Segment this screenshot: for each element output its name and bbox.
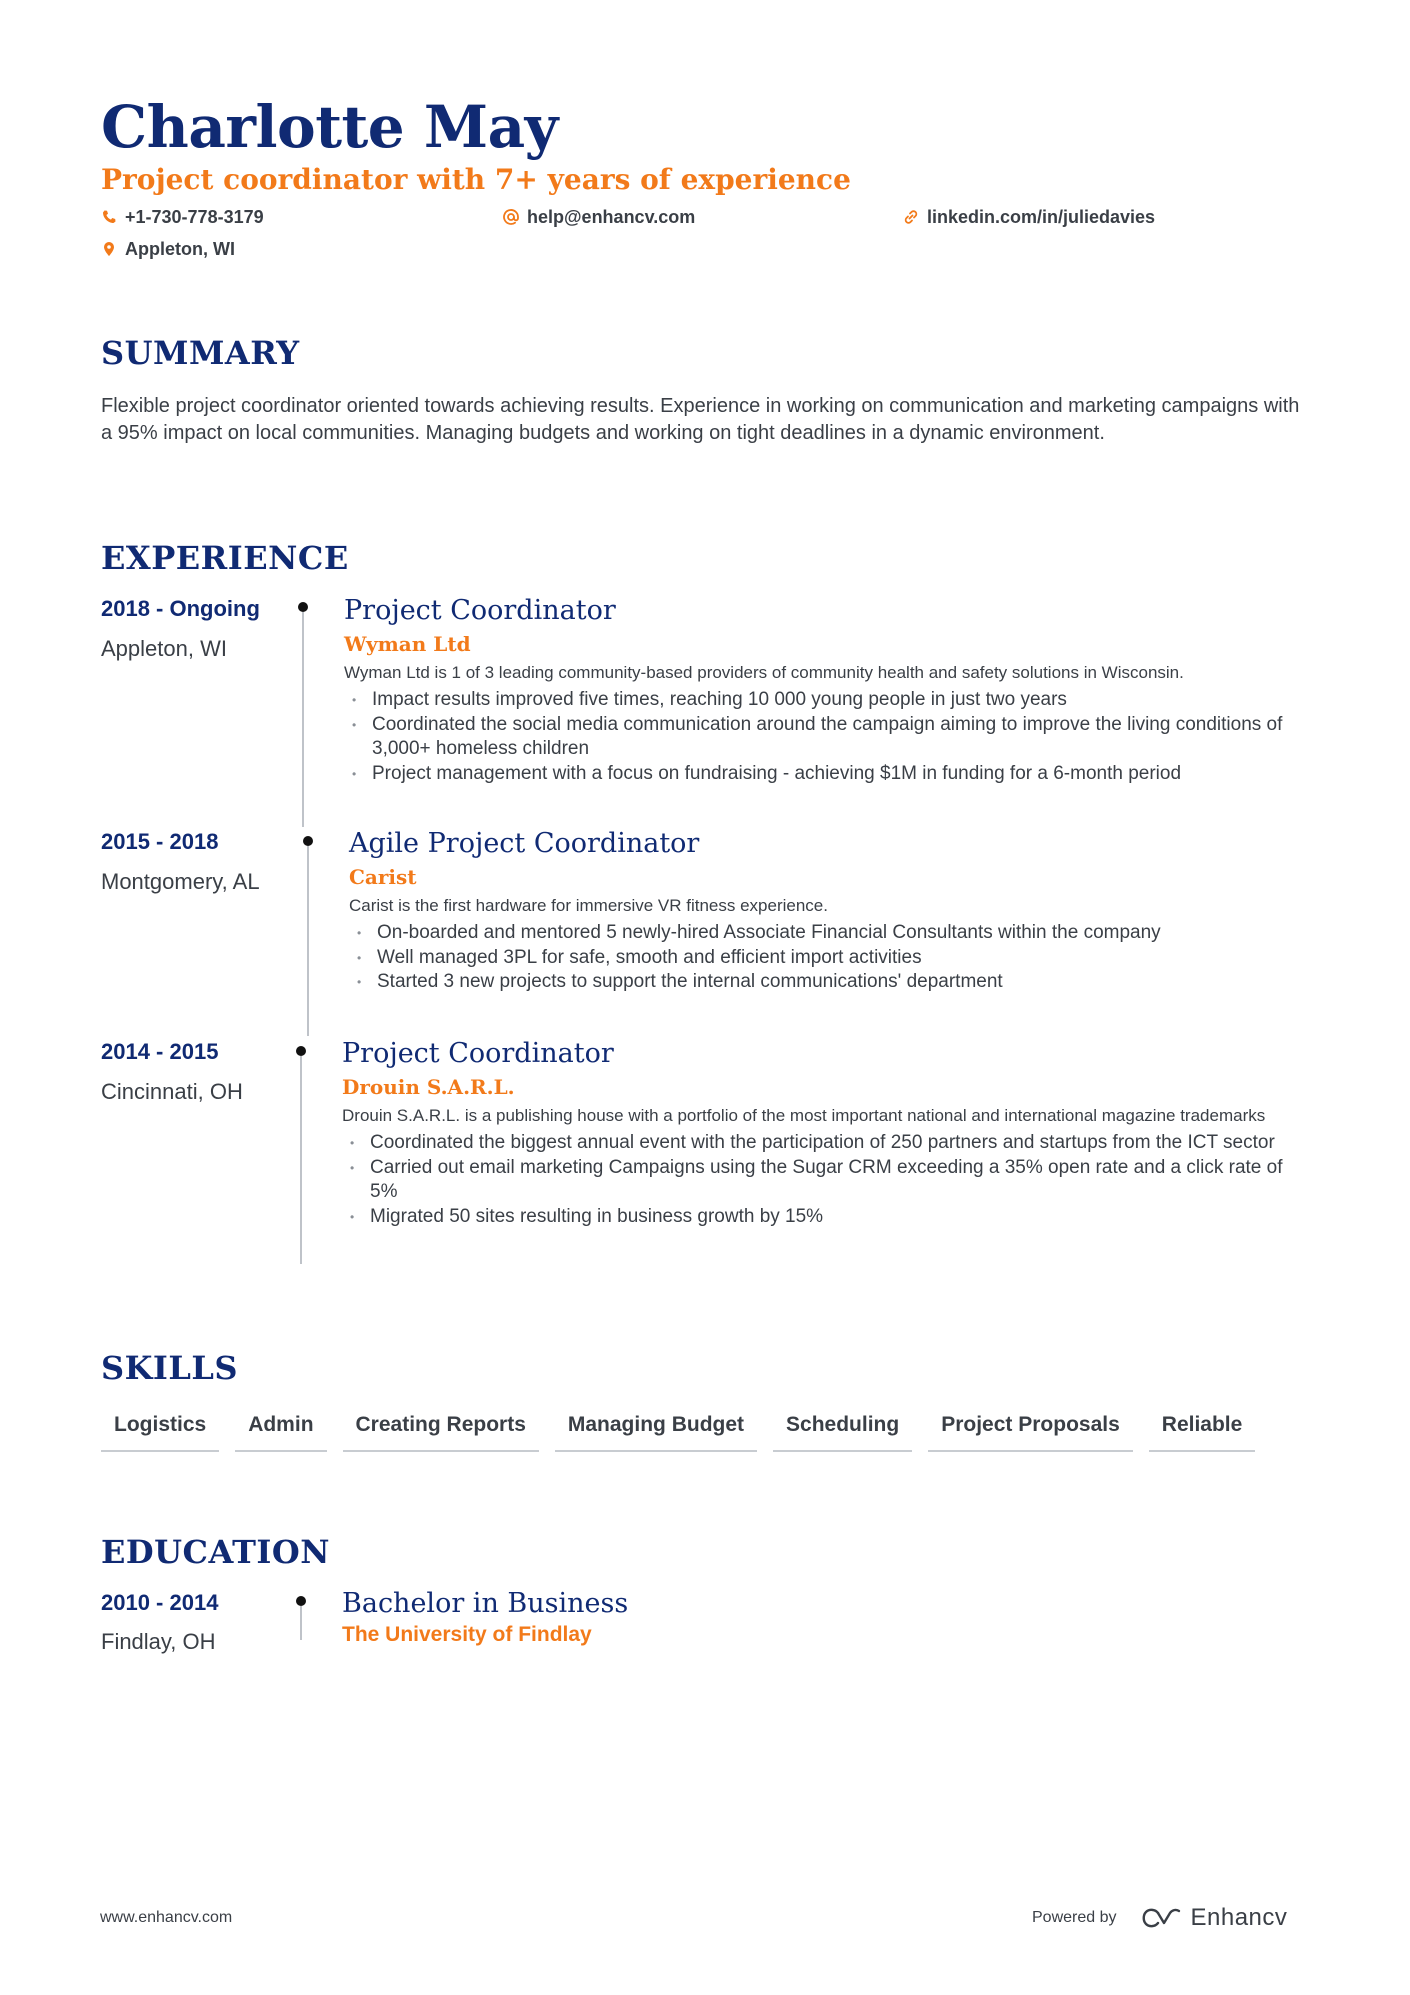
contact-phone[interactable]: [101, 206, 264, 228]
experience-company: Carist: [349, 865, 417, 889]
experience-bullet: • Coordinated the biggest annual event with the participation of 250 partners and startups from the ICT sector: [342, 1131, 1312, 1156]
education-title: EDUCATION: [101, 1533, 330, 1571]
skill-tag: Logistics: [101, 1412, 219, 1452]
experience-entry: [344, 594, 1314, 786]
candidate-name: Charlotte May: [101, 93, 558, 161]
experience-entry: [349, 827, 1309, 995]
contact-linkedin[interactable]: [903, 206, 1155, 228]
experience-description: Wyman Ltd is 1 of 3 leading community-based providers of community health and safety solutions in Wisconsin.: [344, 663, 1184, 682]
skill-tag: Scheduling: [773, 1412, 912, 1452]
skill-tag: Project Proposals: [928, 1412, 1133, 1452]
experience-description: Carist is the first hardware for immersive VR fitness experience.: [349, 896, 828, 915]
headline: Project coordinator with 7+ years of experience: [101, 163, 851, 196]
enhancv-logo-icon: [1139, 1907, 1183, 1929]
experience-dates: 2014 - 2015: [101, 1039, 219, 1064]
education-dates: 2010 - 2014: [101, 1590, 219, 1615]
timeline-line: [307, 846, 309, 1036]
contact-email[interactable]: [503, 206, 695, 228]
experience-location: Montgomery, AL: [101, 869, 260, 894]
linkedin-text: linkedin.com/in/juliedavies: [927, 207, 1156, 227]
experience-company: Wyman Ltd: [344, 632, 471, 656]
phone-icon: [101, 209, 117, 225]
timeline-dot: [303, 836, 313, 846]
experience-bullet: • Started 3 new projects to support the internal communications' department: [349, 970, 1309, 995]
experience-location: Cincinnati, OH: [101, 1079, 243, 1104]
experience-bullet: • Carried out email marketing Campaigns using the Sugar CRM exceeding a 35% open rate and a click rate of 5%: [342, 1156, 1312, 1205]
powered-by-label: Powered by: [1032, 1909, 1117, 1926]
experience-description: Drouin S.A.R.L. is a publishing house with a portfolio of the most important national and international magazine trademarks: [342, 1106, 1266, 1125]
skill-tag: Managing Budget: [555, 1412, 757, 1452]
experience-location: Appleton, WI: [101, 636, 227, 661]
timeline-dot: [298, 602, 308, 612]
experience-entry: [342, 1037, 1312, 1229]
education-location: Findlay, OH: [101, 1629, 216, 1654]
experience-bullet: • Impact results improved five times, reaching 10 000 young people in just two years: [344, 688, 1314, 713]
footer-powered: [1032, 1904, 1287, 1932]
email-text: help@enhancv.com: [527, 207, 696, 227]
map-pin-icon: [101, 241, 117, 257]
experience-bullet: • On-boarded and mentored 5 newly-hired Associate Financial Consultants within the company: [349, 921, 1309, 946]
experience-bullets: [344, 688, 1314, 786]
experience-bullet: • Migrated 50 sites resulting in business growth by 15%: [342, 1205, 1312, 1230]
skill-tag: Creating Reports: [343, 1412, 539, 1452]
brand-logo[interactable]: [1139, 1904, 1288, 1932]
link-icon: [903, 209, 919, 225]
footer-website[interactable]: www.enhancv.com: [100, 1909, 233, 1926]
at-icon: [503, 209, 519, 225]
skills-title: SKILLS: [101, 1349, 238, 1387]
summary-title: SUMMARY: [101, 334, 300, 372]
timeline-line: [300, 1606, 302, 1640]
timeline-dot: [296, 1596, 306, 1606]
brand-name: Enhancv: [1190, 1904, 1288, 1931]
education-school: The University of Findlay: [342, 1623, 592, 1646]
timeline-line: [300, 1056, 302, 1264]
experience-dates: 2018 - Ongoing: [101, 596, 260, 621]
experience-company: Drouin S.A.R.L.: [342, 1075, 515, 1099]
experience-bullets: [349, 921, 1309, 995]
timeline-dot: [296, 1046, 306, 1056]
summary-text: Flexible project coordinator oriented towards achieving results. Experience in working on communication and marketing campaigns with a 95% impact on local communities. Managing budgets and working on tight deadlines in a dynamic environment.: [101, 395, 1300, 444]
experience-role: Project Coordinator: [344, 595, 616, 626]
skill-tag: Admin: [235, 1412, 326, 1452]
experience-dates: 2015 - 2018: [101, 829, 219, 854]
experience-title: EXPERIENCE: [101, 539, 349, 577]
location-text: Appleton, WI: [125, 239, 235, 259]
skills-list: [101, 1412, 1255, 1452]
skill-tag: Reliable: [1149, 1412, 1256, 1452]
experience-bullet: • Coordinated the social media communication around the campaign aiming to improve the living conditions of 3,000+ homeless children: [344, 713, 1314, 762]
education-entry: [342, 1587, 1242, 1648]
experience-bullet: • Well managed 3PL for safe, smooth and efficient import activities: [349, 946, 1309, 971]
phone-text: +1-730-778-3179: [125, 207, 264, 227]
experience-role: Agile Project Coordinator: [349, 828, 700, 859]
experience-bullet: • Project management with a focus on fundraising - achieving $1M in funding for a 6-month period: [344, 762, 1314, 787]
experience-bullets: [342, 1131, 1312, 1229]
education-degree: Bachelor in Business: [342, 1588, 629, 1619]
experience-role: Project Coordinator: [342, 1038, 614, 1069]
contact-location: [101, 238, 235, 260]
timeline-line: [302, 612, 304, 827]
